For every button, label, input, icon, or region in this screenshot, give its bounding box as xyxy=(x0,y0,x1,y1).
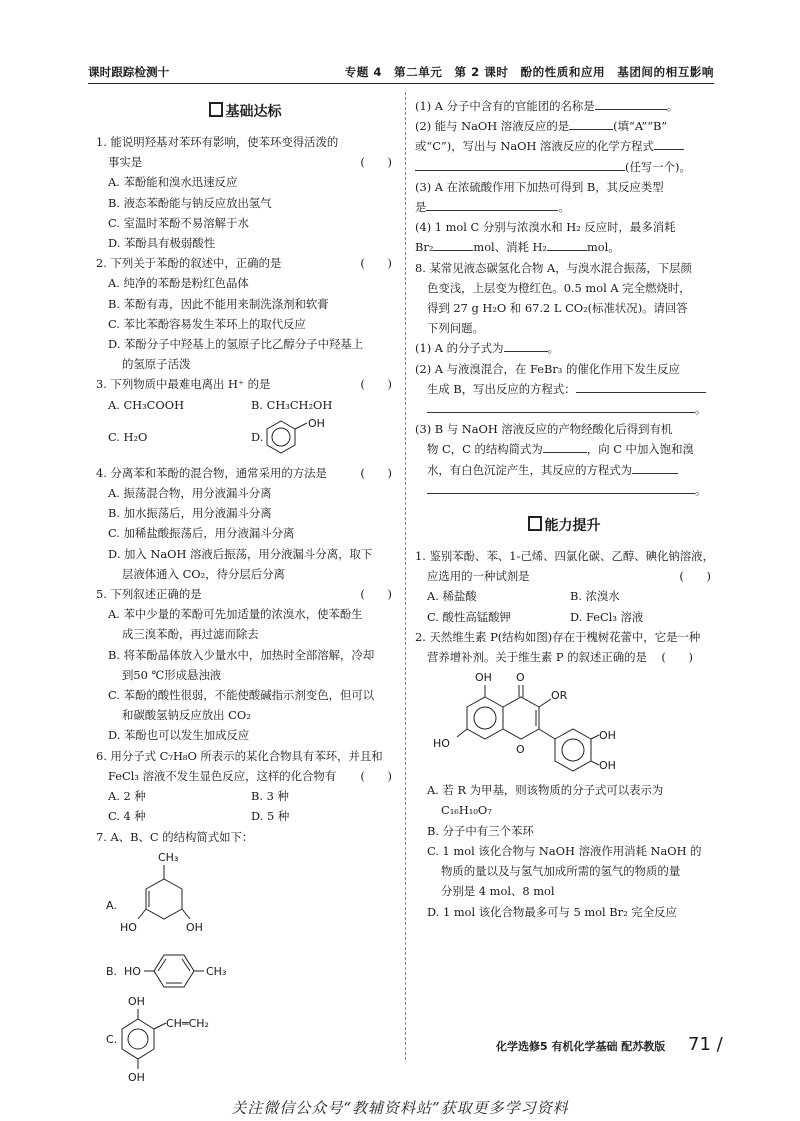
question-6: 6. 用分子式 C₇H₈O 所表示的某化合物具有苯环，并且和 FeCl₃ 溶液不发生显色反应，这样的化合物有 ( ) A. 2 种 B. 3 种 C. 4 种 D. 5 种 xyxy=(96,748,392,824)
svg-text:HO: HO xyxy=(124,964,141,978)
svg-text:O: O xyxy=(516,743,525,757)
svg-text:B.: B. xyxy=(106,964,118,978)
answer-blank[interactable] xyxy=(426,210,558,211)
answer-blank[interactable] xyxy=(547,250,587,251)
watermark-text: 关注微信公众号“教辅资料站”获取更多学习资料 xyxy=(231,1099,569,1117)
answer-blank[interactable] xyxy=(504,351,548,352)
question-r1: 1. 鉴别苯酚、苯、1-己烯、四氯化碳、乙醇、碘化钠溶液， 应选用的一种试剂是 ( ) A. 稀盐酸 B. 浓溴水 C. 酸性高锰酸钾 D. FeCl₃ 溶液 xyxy=(415,549,714,624)
svg-text:CH₃: CH₃ xyxy=(158,850,179,864)
svg-text:HO: HO xyxy=(120,920,137,934)
question-1: 1. 能说明羟基对苯环有影响，使苯环变得活泼的 事实是 ( ) A. 苯酚能和溴水迅速反应 B. 液态苯酚能与钠反应放出氢气 C. 室温时苯酚不易溶解于水 D. 苯酚具有极弱酸性 xyxy=(96,135,392,251)
header-rule xyxy=(88,83,714,84)
question-3: 3. 下列物质中最难电离出 H⁺ 的是 ( ) A. CH₃COOH B. CH₃CH₂OH C. H₂O D. OH xyxy=(96,374,394,458)
answer-blank[interactable] xyxy=(595,109,667,110)
page-number: 71 / xyxy=(688,1034,723,1055)
question-7-structures: 7. A、B、C 的结构简式如下： A. CH₃ HO OH B. HO CH₃ C. OH CH═CH₂ OH xyxy=(96,827,394,1086)
svg-text:OH: OH xyxy=(599,759,616,773)
section-ability: 能力提升 xyxy=(415,514,713,538)
svg-text:HO: HO xyxy=(433,737,450,751)
svg-text:OH: OH xyxy=(475,671,492,685)
answer-blank[interactable] xyxy=(415,170,625,171)
phenol-structure xyxy=(265,415,335,459)
header-right: 专题 4 第二单元 第 2 课时 酚的性质和应用 基团间的相互影响 xyxy=(344,65,714,79)
question-7-parts: (1) A 分子中含有的官能团的名称是 。 (2) 能与 NaOH 溶液反应的是 (填“A”“B” 或“C”)，写出与 NaOH 溶液反应的化学方程式 (任写一个)。 (3) A 在浓硫酸作用下加热可得到 B，其反应类型 是 。 (4) 1 mol C 分别与浓溴水和 H₂ 反应时，最多消耗 Br₂ mol、消耗 H₂ mol。 xyxy=(415,99,691,255)
section-icon xyxy=(209,102,223,117)
svg-text:C.: C. xyxy=(106,1032,118,1046)
svg-text:OH: OH xyxy=(128,1070,145,1083)
left-column xyxy=(96,96,394,1086)
svg-text:OH: OH xyxy=(308,416,325,430)
answer-blank[interactable] xyxy=(654,149,684,150)
section-icon xyxy=(528,516,542,531)
svg-text:OR: OR xyxy=(551,689,568,703)
svg-text:OH: OH xyxy=(186,920,203,934)
answer-blank[interactable] xyxy=(433,250,473,251)
question-r2: 2. 天然维生素 P(结构如图)存在于槐树花蕾中，它是一种 营养增补剂。关于维生素 P 的叙述正确的是 ( ) O OH OR HO O OH OH A. 若 R 为甲基，则该物质的分子式可以表示为 C₁₆H₁₀O₇ B. 分子中有三个苯环 C. 1 mol 该化合物与 NaOH 溶液作用消耗 NaOH 的 物质的量以及与氢气加成所需的氢气的物质的量 分别是 4 mol、8 mol D. 1 mol 该化合物最多可与 5 mol Br₂ 完全反应 xyxy=(415,627,713,922)
footer-book-title: 化学选修5 有机化学基础 配苏教版 xyxy=(496,1040,666,1053)
svg-text:A.: A. xyxy=(106,898,117,912)
answer-blank[interactable] xyxy=(576,392,706,393)
answer-blank[interactable] xyxy=(427,493,695,494)
svg-text:OH: OH xyxy=(128,994,145,1008)
answer-blank[interactable] xyxy=(427,412,695,413)
svg-text:CH₃: CH₃ xyxy=(206,964,227,978)
question-8: 8. 某常见液态碳氢化合物 A，与溴水混合振荡，下层颜 色变浅，上层变为橙红色。0.5 mol A 完全燃烧时， 得到 27 g H₂O 和 67.2 L CO₂(标准状况)。请回答 下列问题。 (1) A 的分子式为 。 (2) A 与液溴混合，在 FeBr₃ 的催化作用下发生反应 生成 B，写出反应的方程式： 。 (3) B 与 NaOH 溶液反应的产物经酸化后得到有机 物 C，C 的结构简式为 ，向 C 中加入饱和溴 水，有白色沉淀产生，其反应的方程式为 。 xyxy=(415,260,707,497)
header-left: 课时跟踪检测十 xyxy=(88,65,170,79)
question-5: 5. 下列叙述正确的是 ( ) A. 苯中少量的苯酚可先加适量的浓溴水，使苯酚生 成三溴苯酚，再过滤而除去 B. 将苯酚晶体放入少量水中，加热时全部溶解，冷却 到50 ℃形成悬浊液 C. 苯酚的酸性很弱，不能使酸碱指示剂变色，但可以 和碳酸氢钠反应放出 CO₂ D. 苯酚也可以发生加成反应 xyxy=(96,587,392,743)
answer-blank[interactable] xyxy=(569,129,613,130)
column-divider xyxy=(405,92,406,1060)
answer-blank[interactable] xyxy=(543,452,587,453)
svg-text:OH: OH xyxy=(599,729,616,743)
vitamin-p-structure xyxy=(415,667,713,777)
svg-text:O: O xyxy=(516,671,525,685)
svg-text:CH═CH₂: CH═CH₂ xyxy=(166,1016,209,1030)
answer-paren: ( ) xyxy=(360,155,392,170)
question-4: 4. 分离苯和苯酚的混合物，通常采用的方法是 ( ) A. 振荡混合物，用分液漏斗分离 B. 加水振荡后，用分液漏斗分离 C. 加稀盐酸振荡后，用分液漏斗分离 D. 加入 NaOH 溶液后振荡，用分液漏斗分离，取下 层液体通入 CO₂，待分层后分离 xyxy=(96,465,392,581)
q7-structure-diagram xyxy=(96,847,394,1083)
section-basic: 基础达标 xyxy=(96,100,394,124)
question-2: 2. 下列关于苯酚的叙述中，正确的是 ( ) A. 纯净的苯酚是粉红色晶体 B. 苯酚有毒，因此不能用来制洗涤剂和软膏 C. 苯比苯酚容易发生苯环上的取代反应 D. 苯酚分子中羟基上的氢原子比乙醇分子中羟基上 的氢原子活泼 xyxy=(96,256,392,372)
right-column xyxy=(415,96,713,922)
answer-blank[interactable] xyxy=(632,473,678,474)
